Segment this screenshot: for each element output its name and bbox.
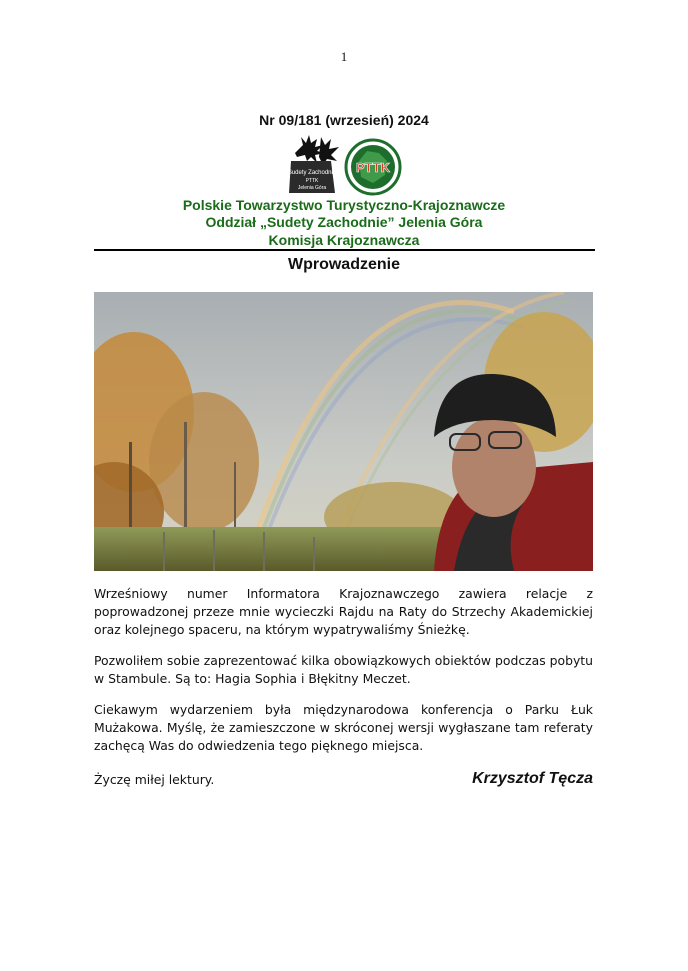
page-number: 1: [340, 49, 348, 64]
logos: [287, 131, 407, 197]
org-name-line-3: Komisja Krajoznawcza: [268, 232, 420, 248]
pttk-logo-text: PTTK: [356, 160, 390, 175]
closing-line: Życzę miłej lektury.: [94, 772, 215, 787]
paragraph-3: Ciekawym wydarzeniem była międzynarodowa konferencja o Parku Łuk Mużakowa. Myślę, że zamieszczone w skróconej wersji wygłaszane tam referaty zachęcą Was do odwiedzenia tego pięknego miejsca.: [94, 702, 593, 753]
section-title: Wprowadzenie: [287, 256, 400, 273]
deer-logo-text-2: PTTK: [305, 178, 319, 184]
deer-logo-text-3: Jelenia Góra: [297, 185, 327, 191]
rainbow-photo: [94, 292, 593, 571]
org-name-line-1: Polskie Towarzystwo Turystyczno-Krajoznawcze: [182, 197, 506, 213]
author-signature: Krzysztof Tęcza: [472, 770, 593, 787]
header-divider: [94, 249, 595, 251]
deer-logo-text-1: Sudety Zachodnie: [287, 170, 337, 176]
deer-logo: [288, 135, 339, 193]
paragraph-1: Wrześniowy numer Informatora Krajoznawczego zawiera relacje z poprowadzonej przeze mnie wycieczki Rajdu na Raty do Strzechy Akademickiej oraz kolejnego spaceru, na którym wypatrywaliśmy Śnieżkę.: [94, 586, 593, 637]
issue-title: Nr 09/181 (wrzesień) 2024: [259, 112, 429, 128]
pttk-logo: [346, 140, 400, 194]
paragraph-2: Pozwoliłem sobie zaprezentować kilka obowiązkowych obiektów podczas pobytu w Stambule. Są to: Hagia Sophia i Błękitny Meczet.: [94, 653, 593, 686]
org-name-line-2: Oddział „Sudety Zachodnie” Jelenia Góra: [205, 214, 483, 230]
